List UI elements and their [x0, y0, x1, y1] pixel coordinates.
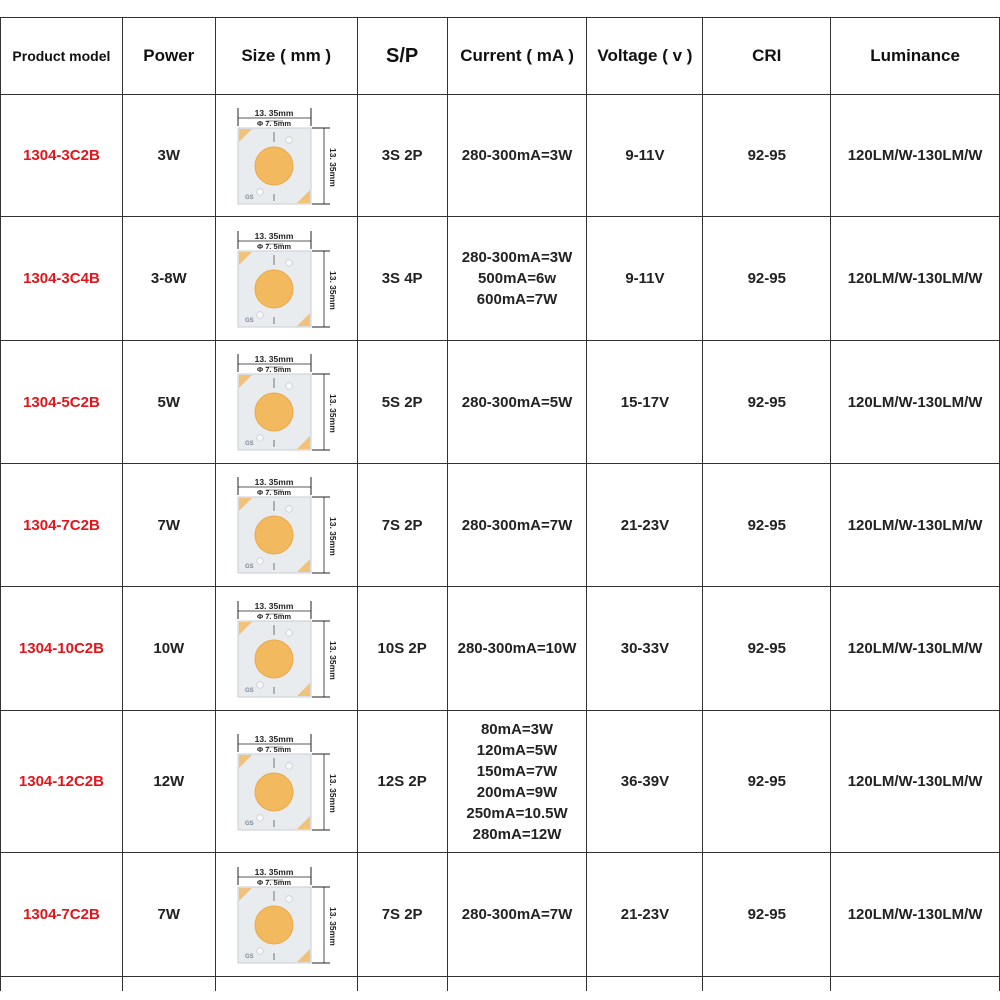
power-cell: 3W — [122, 95, 215, 217]
voltage-cell: 21-23V — [587, 853, 703, 977]
luminance-cell: 120LM/W-130LM/W — [831, 464, 1000, 587]
product-model-cell: 1304-3C4B — [1, 217, 123, 341]
empty-cell — [122, 977, 215, 992]
chip-diameter-label: Φ 7. 5mm — [257, 241, 292, 251]
sp-cell: 3S 2P — [357, 95, 447, 217]
size-image-cell — [215, 853, 357, 977]
cri-cell: 92-95 — [703, 95, 831, 217]
cri-cell: 92-95 — [703, 341, 831, 464]
current-value: 280-300mA=3W — [461, 147, 573, 164]
power-cell: 7W — [122, 464, 215, 587]
header-power: Power — [122, 18, 215, 95]
sp-cell: 12S 2P — [357, 711, 447, 853]
chip-mark: GS — [245, 564, 254, 570]
table-row — [1, 853, 1000, 977]
table-row — [1, 341, 1000, 464]
current-cell — [447, 341, 587, 464]
header-current: Current ( mA ) — [447, 18, 587, 95]
sp-cell: 5S 2P — [357, 341, 447, 464]
chip-diameter-label: Φ 7. 5mm — [257, 118, 292, 128]
chip-mark: GS — [245, 687, 254, 694]
empty-cell — [703, 977, 831, 992]
chip-height-label: 13. 35mm — [328, 270, 339, 310]
cri-cell: 92-95 — [703, 853, 831, 977]
chip-mark: GS — [245, 194, 254, 201]
current-value: 500mA=6w — [478, 270, 557, 287]
luminance-cell: 120LM/W-130LM/W — [831, 217, 1000, 341]
chip-width-label: 13. 35mm — [254, 230, 294, 241]
size-image-cell — [215, 464, 357, 587]
chip-mark: GS — [245, 953, 254, 960]
empty-cell — [1, 977, 123, 992]
header-cri: CRI — [703, 18, 831, 95]
product-model-cell: 1304-3C2B — [1, 95, 123, 217]
current-value: 280mA=12W — [472, 825, 562, 843]
current-value: 200mA=9W — [476, 783, 558, 801]
product-spec-table — [0, 17, 1000, 991]
table-row — [1, 587, 1000, 711]
power-cell: 7W — [122, 853, 215, 977]
current-value: 80mA=3W — [480, 720, 554, 738]
sp-cell: 7S 2P — [357, 464, 447, 587]
chip-height-label: 13. 35mm — [328, 906, 339, 946]
current-cell — [447, 853, 587, 977]
header-row — [1, 18, 1000, 95]
size-image-cell — [215, 95, 357, 217]
luminance-cell: 120LM/W-130LM/W — [831, 711, 1000, 853]
chip-mark: GS — [245, 441, 254, 447]
luminance-cell: 120LM/W-130LM/W — [831, 853, 1000, 977]
chip-width-label: 13. 35mm — [254, 354, 294, 364]
empty-cell — [215, 977, 357, 992]
product-model-cell: 1304-7C2B — [1, 853, 123, 977]
chip-height-label: 13. 35mm — [328, 147, 339, 187]
luminance-cell: 120LM/W-130LM/W — [831, 95, 1000, 217]
cob-chip-diagram — [226, 473, 346, 577]
table-row-partial — [1, 977, 1000, 992]
voltage-cell: 9-11V — [587, 95, 703, 217]
current-value: 600mA=7W — [476, 291, 558, 308]
power-cell: 3-8W — [122, 217, 215, 341]
table-row — [1, 464, 1000, 587]
chip-width-label: 13. 35mm — [254, 600, 294, 611]
header-product-model: Product model — [1, 18, 123, 95]
empty-cell — [447, 977, 587, 992]
size-image-cell — [215, 587, 357, 711]
current-value: 250mA=10.5W — [466, 804, 568, 822]
cob-chip-diagram — [226, 730, 346, 834]
voltage-cell: 15-17V — [587, 341, 703, 464]
power-cell: 5W — [122, 341, 215, 464]
cob-chip-diagram — [226, 104, 346, 208]
current-cell — [447, 217, 587, 341]
size-image-cell — [215, 711, 357, 853]
chip-mark: GS — [245, 317, 254, 324]
power-cell: 12W — [122, 711, 215, 853]
sp-cell: 10S 2P — [357, 587, 447, 711]
luminance-cell: 120LM/W-130LM/W — [831, 341, 1000, 464]
chip-diameter-label: Φ 7. 5mm — [257, 877, 292, 887]
cri-cell: 92-95 — [703, 587, 831, 711]
chip-mark: GS — [245, 820, 254, 827]
cob-chip-diagram — [226, 597, 346, 701]
chip-height-label: 13. 35mm — [328, 517, 339, 556]
cob-chip-diagram — [226, 863, 346, 967]
current-cell — [447, 464, 587, 587]
current-value: 280-300mA=5W — [461, 393, 573, 411]
chip-height-label: 13. 35mm — [328, 640, 339, 680]
header-size: Size ( mm ) — [215, 18, 357, 95]
voltage-cell: 9-11V — [587, 217, 703, 341]
table-row — [1, 711, 1000, 853]
current-value: 280-300mA=10W — [457, 640, 577, 657]
current-cell — [447, 95, 587, 217]
sp-cell: 7S 2P — [357, 853, 447, 977]
current-value: 280-300mA=7W — [461, 906, 573, 923]
empty-cell — [587, 977, 703, 992]
cob-chip-diagram — [226, 227, 346, 331]
header-sp: S/P — [357, 18, 447, 95]
header-voltage: Voltage ( v ) — [587, 18, 703, 95]
chip-height-label: 13. 35mm — [328, 394, 339, 433]
chip-width-label: 13. 35mm — [254, 866, 294, 877]
size-image-cell — [215, 341, 357, 464]
chip-diameter-label: Φ 7. 5mm — [257, 611, 292, 621]
cob-chip-diagram — [226, 350, 346, 454]
current-cell — [447, 587, 587, 711]
chip-width-label: 13. 35mm — [254, 477, 294, 487]
chip-width-label: 13. 35mm — [254, 107, 294, 118]
header-luminance: Luminance — [831, 18, 1000, 95]
chip-height-label: 13. 35mm — [328, 773, 339, 813]
product-model-cell: 1304-5C2B — [1, 341, 123, 464]
luminance-cell: 120LM/W-130LM/W — [831, 587, 1000, 711]
empty-cell — [831, 977, 1000, 992]
power-cell: 10W — [122, 587, 215, 711]
sp-cell: 3S 4P — [357, 217, 447, 341]
product-model-cell: 1304-7C2B — [1, 464, 123, 587]
voltage-cell: 36-39V — [587, 711, 703, 853]
voltage-cell: 21-23V — [587, 464, 703, 587]
cri-cell: 92-95 — [703, 711, 831, 853]
product-model-cell: 1304-12C2B — [1, 711, 123, 853]
product-model-cell: 1304-10C2B — [1, 587, 123, 711]
current-cell — [447, 711, 587, 853]
current-value: 120mA=5W — [476, 741, 558, 759]
voltage-cell: 30-33V — [587, 587, 703, 711]
chip-width-label: 13. 35mm — [254, 733, 294, 744]
cri-cell: 92-95 — [703, 217, 831, 341]
table-row — [1, 95, 1000, 217]
table-row — [1, 217, 1000, 341]
cri-cell: 92-95 — [703, 464, 831, 587]
current-value: 280-300mA=7W — [461, 516, 573, 534]
chip-diameter-label: Φ 7. 5mm — [257, 744, 292, 754]
empty-cell — [357, 977, 447, 992]
chip-diameter-label: Φ 7. 5mm — [257, 488, 292, 497]
size-image-cell — [215, 217, 357, 341]
current-value: 280-300mA=3W — [461, 249, 573, 266]
chip-diameter-label: Φ 7. 5mm — [257, 365, 292, 374]
current-value: 150mA=7W — [476, 762, 558, 780]
